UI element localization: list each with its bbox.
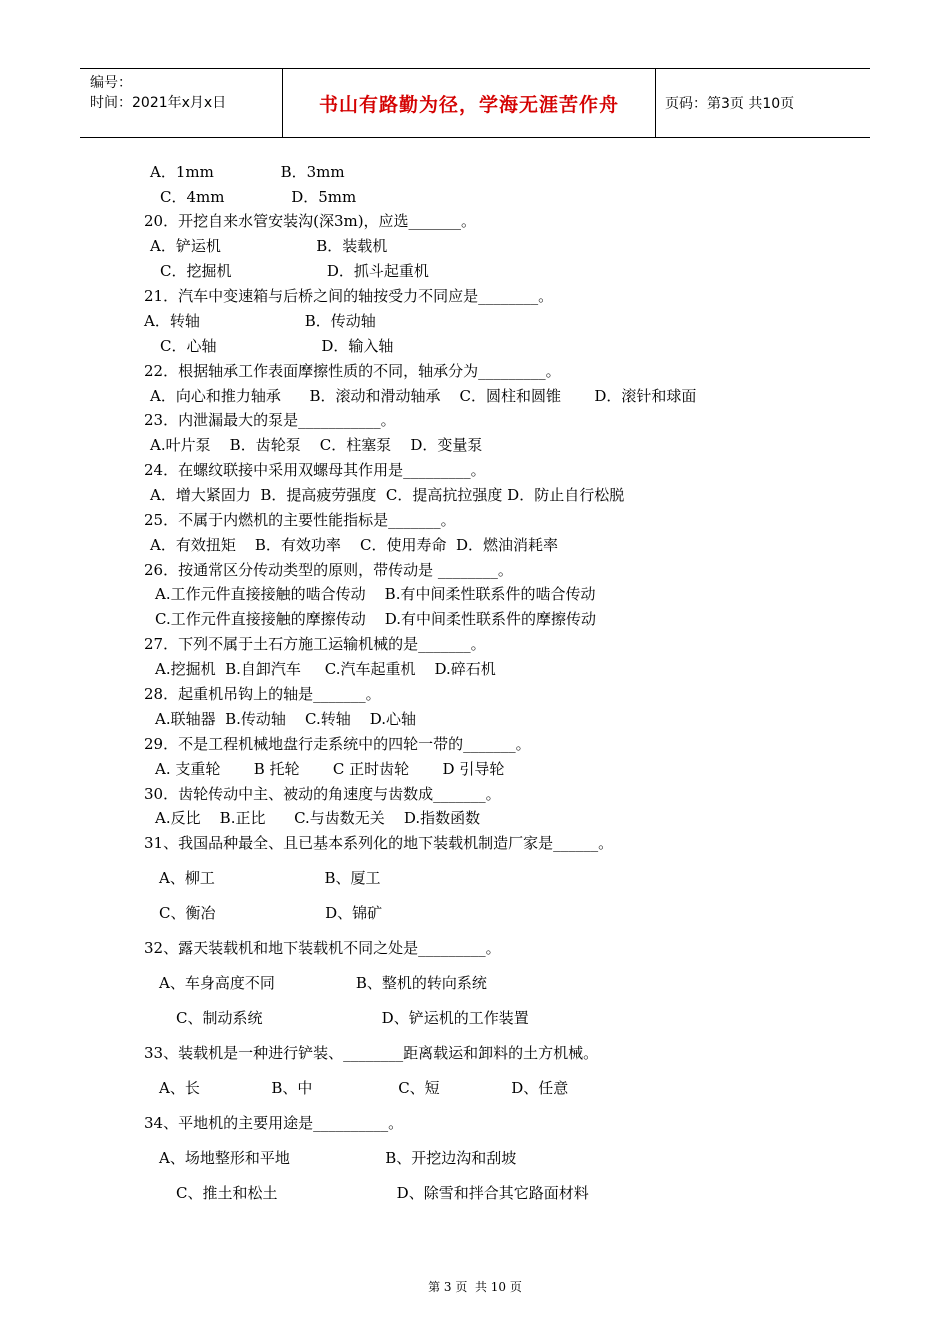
option-line: A. 支重轮 B 托轮 C 正时齿轮 D 引导轮 [155, 760, 505, 778]
question-line: 23．内泄漏最大的泵是___________。 [144, 411, 396, 429]
page-indicator: 页码：第3页 共10页 [665, 96, 795, 112]
header-motto: 书山有路勤为径，学海无涯苦作舟 [318, 93, 619, 116]
option-line: A．向心和推力轴承 B．滚动和滑动轴承 C．圆柱和圆锥 D．滚针和球面 [150, 387, 697, 405]
option-line: C.工作元件直接接触的摩擦传动 D.有中间柔性联系件的摩擦传动 [155, 610, 597, 628]
question-line: 24．在螺纹联接中采用双螺母其作用是_________。 [144, 461, 486, 479]
option-line: A.反比 B.正比 C.与齿数无关 D.指数函数 [155, 809, 481, 827]
code-label: 编号： [90, 75, 132, 91]
question-line: 25．不属于内燃机的主要性能指标是_______。 [144, 511, 456, 529]
option-line: C．心轴 D．输入轴 [160, 337, 394, 355]
header-left-cell [90, 73, 226, 113]
question-line: 20．开挖自来水管安装沟(深3m)，应选_______。 [144, 212, 477, 230]
question-line: 22．根据轴承工作表面摩擦性质的不同，轴承分为_________。 [144, 362, 561, 380]
option-line: C．挖掘机 D．抓斗起重机 [160, 262, 429, 280]
option-line: C、推土和松土 D、除雪和拌合其它路面材料 [176, 1184, 589, 1202]
header-divider [655, 69, 656, 137]
option-line: A.叶片泵 B．齿轮泵 C．柱塞泵 D．变量泵 [150, 436, 483, 454]
question-line: 26．按通常区分传动类型的原则，带传动是 ________。 [144, 561, 513, 579]
option-line: A、场地整形和平地 B、开挖边沟和刮坡 [159, 1149, 517, 1167]
question-line: 34、平地机的主要用途是__________。 [144, 1114, 404, 1132]
option-line: A．1mm B．3mm [150, 163, 345, 181]
option-line: A.联轴器 B.传动轴 C.转轴 D.心轴 [155, 710, 417, 728]
option-line: A、车身高度不同 B、整机的转向系统 [159, 974, 487, 992]
option-line: A.工作元件直接接触的啮合传动 B.有中间柔性联系件的啮合传动 [155, 585, 596, 603]
option-line: A．增大紧固力 B．提高疲劳强度 C．提高抗拉强度 D．防止自行松脱 [150, 486, 625, 504]
question-line: 30．齿轮传动中主、被动的角速度与齿数成_______。 [144, 785, 501, 803]
question-line: 27．下列不属于土石方施工运输机械的是_______。 [144, 635, 486, 653]
option-line: A．有效扭矩 B．有效功率 C．使用寿命 D．燃油消耗率 [150, 536, 559, 554]
option-line: A．铲运机 B．装载机 [150, 237, 388, 255]
question-line: 33、装载机是一种进行铲装、________距离载运和卸料的土方机械。 [144, 1044, 599, 1062]
option-line: A、柳工 B、厦工 [159, 869, 381, 887]
time-label: 时间：2021年x月x日 [90, 95, 227, 111]
option-line: A、长 B、中 C、短 D、任意 [159, 1079, 569, 1097]
question-line: 29．不是工程机械地盘行走系统中的四轮一带的_______。 [144, 735, 531, 753]
page-footer: 第 3 页 共 10 页 [428, 1280, 522, 1294]
question-line: 28．起重机吊钩上的轴是_______。 [144, 685, 381, 703]
question-line: 31、我国品种最全、且已基本系列化的地下装载机制造厂家是______。 [144, 834, 614, 852]
option-line: A．转轴 B．传动轴 [144, 312, 376, 330]
option-line: C．4mm D．5mm [160, 188, 357, 206]
page-header [80, 68, 870, 138]
option-line: C、制动系统 D、铲运机的工作装置 [176, 1009, 529, 1027]
question-line: 21．汽车中变速箱与后桥之间的轴按受力不同应是________。 [144, 287, 554, 305]
option-line: C、衡冶 D、锦矿 [159, 904, 383, 922]
option-line: A.挖掘机 B.自卸汽车 C.汽车起重机 D.碎石机 [155, 660, 496, 678]
question-line: 32、露天装载机和地下装载机不同之处是_________。 [144, 939, 501, 957]
